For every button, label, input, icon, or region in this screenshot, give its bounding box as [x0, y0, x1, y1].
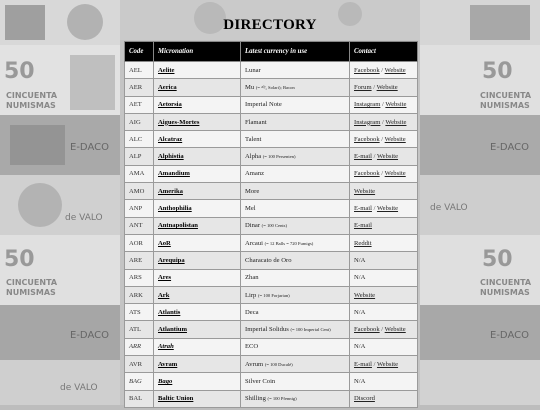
svg-text:E-DACO: E-DACO: [70, 330, 109, 341]
cell-currency: [241, 62, 350, 79]
cell-code: AER: [125, 79, 154, 96]
table-row: [125, 165, 418, 182]
contact-link-email[interactable]: E-mail: [354, 205, 372, 213]
micronation-link[interactable]: Atlantium: [158, 326, 187, 334]
table-row: [125, 113, 418, 130]
cell-micronation: [154, 62, 241, 79]
currency-name: ECO: [245, 343, 259, 351]
micronation-link[interactable]: Alcatraz: [158, 135, 183, 143]
cell-code: ARS: [125, 269, 154, 286]
column-header-code: Code: [125, 42, 154, 62]
cell-code: AMA: [125, 165, 154, 182]
currency-note: (= 12 Balls = 720 Fumigs): [264, 240, 314, 246]
cell-micronation: [154, 286, 241, 303]
micronation-link[interactable]: Alphistia: [158, 153, 184, 161]
contact-link-website[interactable]: Website: [376, 83, 398, 91]
currency-note: (= ⁴⁰⁄₁ Solari); Bacon: [255, 84, 295, 90]
currency-note: (= 100 Persenten): [262, 154, 296, 160]
micronation-link[interactable]: Avram: [158, 360, 178, 368]
cell-contact: E-mail / Website: [350, 200, 418, 217]
cell-currency: [241, 252, 350, 269]
svg-text:E-DACO: E-DACO: [490, 330, 529, 341]
contact-link-reddit[interactable]: Reddit: [354, 239, 372, 247]
micronation-link[interactable]: Baltic Union: [158, 395, 194, 403]
svg-text:50: 50: [4, 59, 35, 84]
currency-name: More: [245, 187, 260, 195]
cell-micronation: [154, 252, 241, 269]
table-row: [125, 200, 418, 217]
cell-contact: Facebook / Website: [350, 62, 418, 79]
cell-micronation: [154, 96, 241, 113]
cell-code: AVR: [125, 356, 154, 373]
cell-contact: Facebook / Website: [350, 321, 418, 338]
cell-currency: [241, 113, 350, 130]
micronation-link[interactable]: Atrah: [158, 343, 174, 351]
svg-text:de VALO: de VALO: [60, 383, 98, 393]
currency-name: Alpha: [245, 153, 262, 161]
cell-contact: E-mail / Website: [350, 148, 418, 165]
contact-na: N/A: [354, 256, 366, 264]
table-row: [125, 234, 418, 251]
cell-code: ARK: [125, 286, 154, 303]
table-row: [125, 252, 418, 269]
svg-text:50: 50: [4, 247, 35, 272]
table-row: [125, 131, 418, 148]
cell-code: AMO: [125, 183, 154, 200]
cell-contact: [350, 304, 418, 321]
cell-currency: [241, 321, 350, 338]
table-row: [125, 338, 418, 355]
contact-link-email[interactable]: E-mail: [354, 222, 372, 230]
cell-code: ANP: [125, 200, 154, 217]
cell-code: ANT: [125, 217, 154, 234]
cell-currency: [241, 200, 350, 217]
micronation-link[interactable]: Aerica: [158, 83, 177, 91]
table-row: [125, 217, 418, 234]
column-header-currency: Latest currency in use: [241, 42, 350, 62]
table-row: [125, 183, 418, 200]
contact-link-website[interactable]: Website: [384, 135, 406, 143]
contact-link-website[interactable]: Website: [376, 205, 399, 213]
currency-name: Imperial Note: [245, 101, 282, 109]
currency-name: Arcaui: [245, 239, 263, 247]
table-row: [125, 321, 418, 338]
currency-name: Deca: [245, 308, 259, 316]
cell-currency: [241, 356, 350, 373]
cell-contact: [350, 373, 418, 390]
cell-micronation: [154, 148, 241, 165]
svg-text:E-DACO: E-DACO: [70, 142, 109, 153]
cell-micronation: [154, 200, 241, 217]
contact-link-forum[interactable]: Forum: [354, 83, 372, 91]
micronation-link[interactable]: Arequipa: [158, 256, 185, 264]
cell-micronation: [154, 183, 241, 200]
contact-na: N/A: [354, 377, 366, 385]
contact-link-email[interactable]: E-mail: [354, 153, 372, 161]
cell-currency: [241, 183, 350, 200]
currency-name: Amanz: [245, 170, 265, 178]
cell-currency: [241, 148, 350, 165]
micronation-link[interactable]: Aelite: [158, 66, 175, 74]
svg-text:50: 50: [482, 59, 513, 84]
cell-micronation: [154, 304, 241, 321]
currency-name: Lunar: [245, 66, 261, 74]
currency-note: (= 100 Pfennig): [267, 396, 297, 402]
cell-contact: E-mail / Website: [350, 356, 418, 373]
cell-micronation: [154, 269, 241, 286]
micronation-link[interactable]: Atlantis: [158, 308, 181, 316]
micronation-link[interactable]: Bago: [158, 377, 173, 385]
svg-text:CINCUENTA: CINCUENTA: [480, 278, 532, 287]
contact-na: N/A: [354, 274, 366, 282]
currency-name: Shilling: [245, 395, 266, 403]
cell-contact: Instagram / Website: [350, 113, 418, 130]
micronation-link[interactable]: Amerika: [158, 187, 183, 195]
cell-currency: [241, 234, 350, 251]
contact-na: N/A: [354, 343, 366, 351]
cell-currency: [241, 131, 350, 148]
cell-micronation: [154, 131, 241, 148]
contact-link-instagram[interactable]: Instagram: [354, 118, 381, 126]
cell-code: AOR: [125, 234, 154, 251]
cell-micronation: [154, 165, 241, 182]
currency-name: Avrum: [245, 360, 264, 368]
currency-name: Lirp: [245, 291, 257, 299]
cell-currency: [241, 373, 350, 390]
svg-text:de VALO: de VALO: [65, 213, 103, 223]
cell-micronation: [154, 217, 241, 234]
cell-currency: [241, 96, 350, 113]
svg-text:NUMISMAS: NUMISMAS: [480, 288, 530, 297]
svg-text:de VALO: de VALO: [430, 203, 468, 213]
svg-text:NUMISMAS: NUMISMAS: [6, 288, 56, 297]
contact-link-website[interactable]: Website: [376, 360, 399, 368]
contact-link-email[interactable]: E-mail: [354, 360, 372, 368]
table-row: [125, 373, 418, 390]
currency-name: Dinar: [245, 222, 261, 230]
table-row: [125, 286, 418, 303]
cell-code: BAG: [125, 373, 154, 390]
cell-code: AEL: [125, 62, 154, 79]
table-row: [125, 62, 418, 79]
cell-contact: Instagram / Website: [350, 96, 418, 113]
cell-contact: [350, 286, 418, 303]
cell-contact: Facebook / Website: [350, 165, 418, 182]
svg-text:NUMISMAS: NUMISMAS: [6, 101, 56, 110]
directory-table: [124, 41, 418, 408]
svg-text:CINCUENTA: CINCUENTA: [6, 278, 58, 287]
cell-currency: [241, 304, 350, 321]
cell-micronation: [154, 234, 241, 251]
table-row: [125, 304, 418, 321]
currency-note: (= 100 Forjarian): [258, 292, 290, 298]
cell-currency: [241, 165, 350, 182]
contact-link-website[interactable]: Website: [376, 153, 399, 161]
cell-currency: [241, 338, 350, 355]
column-header-contact: Contact: [350, 42, 418, 62]
svg-text:NUMISMAS: NUMISMAS: [480, 101, 530, 110]
contact-link-website[interactable]: Website: [384, 66, 406, 74]
cell-currency: [241, 286, 350, 303]
cell-code: ATL: [125, 321, 154, 338]
contact-link-facebook[interactable]: Facebook: [354, 66, 380, 74]
contact-link-discord[interactable]: Discord: [354, 395, 375, 403]
currency-note: (= 100 Imperial Cent): [290, 327, 331, 333]
currency-note: (= 100 Ducalé): [264, 361, 293, 367]
cell-code: ALP: [125, 148, 154, 165]
currency-name: Flamant: [245, 118, 267, 126]
currency-name: Characato de Oro: [245, 256, 292, 264]
micronation-link[interactable]: AoR: [158, 239, 171, 247]
table-row: [125, 148, 418, 165]
cell-currency: [241, 217, 350, 234]
contact-link-website[interactable]: Website: [384, 170, 406, 178]
contact-link-website[interactable]: Website: [354, 291, 376, 299]
micronation-link[interactable]: Ark: [158, 291, 170, 299]
cell-code: BAL: [125, 390, 154, 407]
cell-code: AIG: [125, 113, 154, 130]
micronation-link[interactable]: Ares: [158, 274, 172, 282]
contact-link-facebook[interactable]: Facebook: [354, 326, 380, 334]
svg-text:50: 50: [482, 247, 513, 272]
cell-code: AET: [125, 96, 154, 113]
cell-currency: [241, 269, 350, 286]
contact-link-website[interactable]: Website: [384, 326, 406, 334]
table-header-row: [125, 42, 418, 62]
currency-name: Talent: [245, 135, 262, 143]
micronation-link[interactable]: Antnapolistan: [158, 222, 198, 230]
contact-link-instagram[interactable]: Instagram: [354, 101, 381, 109]
cell-micronation: [154, 373, 241, 390]
contact-link-website[interactable]: Website: [354, 187, 376, 195]
cell-contact: [350, 269, 418, 286]
cell-code: ALC: [125, 131, 154, 148]
contact-na: N/A: [354, 308, 366, 316]
table-row: [125, 356, 418, 373]
cell-contact: [350, 252, 418, 269]
table-row: [125, 79, 418, 96]
contact-link-facebook[interactable]: Facebook: [354, 135, 380, 143]
table-row: [125, 96, 418, 113]
cell-micronation: [154, 338, 241, 355]
svg-text:CINCUENTA: CINCUENTA: [480, 91, 532, 100]
micronation-link[interactable]: Amandium: [158, 170, 190, 178]
currency-name: Mel: [245, 205, 256, 213]
svg-text:CINCUENTA: CINCUENTA: [6, 91, 58, 100]
cell-currency: [241, 79, 350, 96]
cell-contact: [350, 234, 418, 251]
micronation-link[interactable]: Anthophilia: [158, 205, 192, 213]
currency-note: (= 100 Cents): [261, 223, 287, 229]
page-title: DIRECTORY: [223, 17, 317, 33]
cell-code: ATS: [125, 304, 154, 321]
cell-contact: Forum / Website: [350, 79, 418, 96]
cell-code: ARR: [125, 338, 154, 355]
contact-link-facebook[interactable]: Facebook: [354, 170, 380, 178]
micronation-link[interactable]: Aetorsia: [158, 101, 182, 109]
cell-micronation: [154, 79, 241, 96]
cell-contact: [350, 338, 418, 355]
cell-contact: Facebook / Website: [350, 131, 418, 148]
contact-link-website[interactable]: Website: [385, 101, 407, 109]
cell-contact: [350, 183, 418, 200]
cell-micronation: [154, 113, 241, 130]
cell-code: ARE: [125, 252, 154, 269]
svg-text:E-DACO: E-DACO: [490, 142, 529, 153]
currency-name: Zhan: [245, 274, 259, 282]
currency-name: Silver Coin: [245, 377, 276, 385]
cell-contact: [350, 217, 418, 234]
micronation-link[interactable]: Aigues-Mortes: [158, 118, 200, 126]
cell-micronation: [154, 321, 241, 338]
currency-name: Mu: [245, 83, 255, 91]
contact-link-website[interactable]: Website: [385, 118, 407, 126]
currency-name: Imperial Solidus: [245, 326, 289, 334]
cell-micronation: [154, 356, 241, 373]
table-row: [125, 269, 418, 286]
column-header-micronation: Micronation: [154, 42, 241, 62]
